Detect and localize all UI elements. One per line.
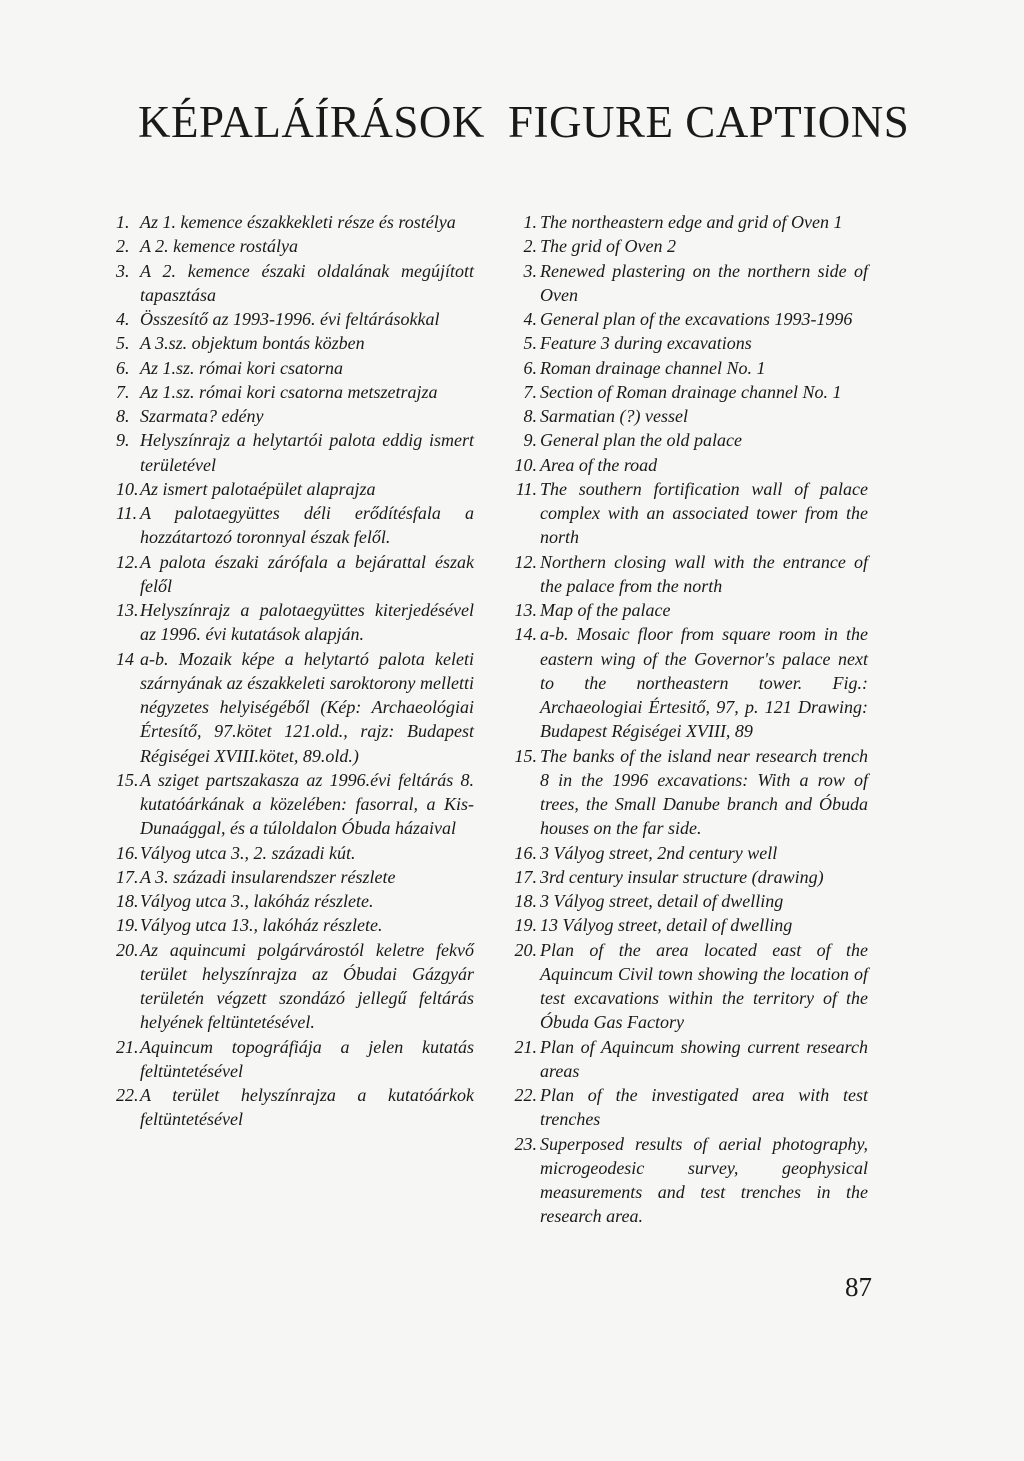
caption-text: General plan of the excavations 1993-1996	[540, 309, 853, 329]
caption-number: 13.	[116, 600, 139, 620]
caption-text: Összesítő az 1993-1996. évi feltárásokkal	[140, 309, 440, 329]
caption-text: A palotaegyüttes déli erődítésfala a hozzátartozó toronnyal észak felől.	[140, 503, 474, 548]
caption-text: Plan of Aquincum showing current research areas	[540, 1036, 868, 1081]
caption-text: 3rd century insular structure (drawing)	[540, 866, 824, 887]
caption-number: 7.	[523, 381, 537, 402]
caption-number: 17.	[514, 866, 537, 887]
caption-item	[116, 938, 474, 1035]
captions-hungarian-column	[116, 210, 474, 1132]
caption-text: A sziget partszakasza az 1996.évi feltárás 8. kutatóárkának a közelében: fasorral, a Kis-Dunaággal, és a túloldalon Óbuda házaival	[140, 769, 474, 839]
caption-number: 19.	[116, 915, 139, 936]
caption-text: Az 1.sz. római kori csatorna	[140, 357, 344, 378]
caption-text: Vályog utca 3., lakóház részlete.	[140, 891, 374, 911]
caption-text: Area of the road	[540, 454, 658, 475]
caption-text: The grid of Oven 2	[540, 236, 676, 257]
caption-number: 12.	[514, 551, 537, 572]
caption-text: A palota északi zárófala a bejárattal észak felől	[140, 551, 474, 596]
caption-text: 13 Vályog street, detail of dwelling	[540, 915, 793, 936]
caption-number: 21.	[116, 1036, 139, 1057]
caption-item	[116, 889, 474, 913]
caption-text: Feature 3 during excavations	[540, 333, 752, 354]
caption-text: Plan of the investigated area with test trenches	[540, 1085, 868, 1130]
caption-number: 6.	[523, 357, 537, 378]
caption-number: 2.	[523, 236, 537, 257]
caption-number: 17.	[116, 866, 139, 887]
caption-number: 11.	[116, 503, 138, 523]
caption-item	[504, 1035, 868, 1084]
caption-text: A 2. kemence rostálya	[140, 236, 298, 257]
caption-number: 15.	[116, 769, 139, 790]
caption-item	[504, 622, 868, 743]
caption-item	[116, 1083, 474, 1132]
caption-number: 8.	[116, 406, 130, 426]
caption-number: 5.	[116, 333, 130, 354]
caption-item	[504, 404, 868, 428]
caption-item	[116, 1035, 474, 1084]
caption-item	[504, 234, 868, 258]
caption-item	[116, 428, 474, 477]
caption-number: 14.	[514, 624, 537, 645]
caption-number: 11.	[515, 478, 537, 499]
caption-number: 21.	[514, 1036, 537, 1057]
caption-text: The southern fortification wall of palace complex with an associated tower from the north	[540, 478, 868, 548]
caption-text: Szarmata? edény	[140, 406, 264, 426]
heading-english: FIGURE CAPTIONS	[508, 97, 910, 147]
caption-text: Superposed results of aerial photography, microgeodesic survey, geophysical measurements and test trenches in the research area.	[540, 1133, 868, 1227]
caption-item	[504, 356, 868, 380]
caption-number: 18.	[514, 891, 537, 911]
caption-text: A terület helyszínrajza a kutatóárkok feltüntetésével	[140, 1085, 474, 1130]
caption-text: Az ismert palotaépület alaprajza	[140, 478, 376, 499]
captions-english-column	[504, 210, 868, 1229]
caption-number: 4.	[523, 309, 537, 329]
caption-number: 6.	[116, 357, 130, 378]
caption-number: 7.	[116, 381, 130, 402]
caption-item	[504, 331, 868, 355]
caption-text: 3 Vályog street, 2nd century well	[540, 842, 778, 863]
caption-text: Az 1.sz. római kori csatorna metszetrajza	[140, 381, 438, 402]
caption-number: 20.	[116, 939, 139, 960]
caption-item	[116, 259, 474, 308]
caption-text: A 2. kemence északi oldalának megújított tapasztása	[140, 260, 474, 305]
caption-number: 19.	[514, 915, 537, 936]
caption-item	[504, 453, 868, 477]
caption-text: 3 Vályog street, detail of dwelling	[540, 891, 784, 911]
caption-text: General plan the old palace	[540, 430, 742, 451]
caption-item	[504, 210, 868, 234]
caption-text: The banks of the island near research trench 8 in the 1996 excavations: With a row of trees, the Small Danube branch and Óbuda houses on the far side.	[540, 745, 868, 839]
caption-number: 16.	[116, 842, 139, 863]
caption-text: Helyszínrajz a palotaegyüttes kiterjedésével az 1996. évi kutatások alapján.	[140, 600, 474, 645]
caption-item	[504, 744, 868, 841]
caption-text: Roman drainage channel No. 1	[540, 357, 766, 378]
caption-number: 3.	[116, 260, 130, 281]
caption-item	[116, 331, 474, 355]
caption-text: A 3.sz. objektum bontás közben	[140, 333, 365, 354]
caption-number: 5.	[523, 333, 537, 354]
caption-number: 20.	[514, 939, 537, 960]
caption-item	[504, 380, 868, 404]
caption-number: 10.	[116, 478, 139, 499]
caption-text: Renewed plastering on the northern side of Oven	[540, 260, 868, 305]
caption-item	[116, 841, 474, 865]
caption-item	[504, 938, 868, 1035]
caption-item	[116, 598, 474, 647]
caption-text: Vályog utca 13., lakóház részlete.	[140, 915, 383, 936]
caption-text: Vályog utca 3., 2. századi kút.	[140, 842, 356, 863]
caption-number: 15.	[514, 745, 537, 766]
caption-item	[504, 598, 868, 622]
caption-text: Plan of the area located east of the Aquincum Civil town showing the location of test excavations within the territory of the Óbuda Gas Factory	[540, 939, 868, 1033]
caption-item	[116, 865, 474, 889]
caption-text: Aquincum topográfiája a jelen kutatás feltüntetésével	[140, 1036, 474, 1081]
caption-number: 18.	[116, 891, 139, 911]
caption-number: 16.	[514, 842, 537, 863]
caption-item	[116, 768, 474, 841]
caption-item	[116, 307, 474, 331]
page-number: 87	[845, 1272, 872, 1302]
caption-number: 1.	[523, 212, 537, 232]
caption-number: 2.	[116, 236, 130, 257]
caption-text: Az 1. kemence északkekleti része és rostélya	[140, 212, 456, 232]
caption-text: A 3. századi insularendszer részlete	[140, 866, 396, 887]
caption-item	[116, 550, 474, 599]
caption-text: The northeastern edge and grid of Oven 1	[540, 212, 843, 232]
caption-number: 8.	[523, 406, 537, 426]
caption-number: 13.	[514, 600, 537, 620]
caption-number: 22.	[116, 1085, 139, 1105]
caption-text: Map of the palace	[540, 600, 671, 620]
heading-hungarian: KÉPALÁÍRÁSOK	[138, 97, 485, 147]
caption-number: 1.	[116, 212, 130, 232]
caption-item	[504, 1083, 868, 1132]
caption-text: Az aquincumi polgárvárostól keletre fekvő terület helyszínrajza az Óbudai Gázgyár területén végzett szondázó jellegű feltárás helyének feltüntetésével.	[140, 939, 474, 1033]
caption-text: a-b. Mosaic floor from square room in the eastern wing of the Governor's palace next to the northeastern tower. Fig.: Archaeologiai Értesitő, 97, p. 121 Drawing: Budapest Régiségei XVIII, 89	[540, 624, 868, 742]
caption-item	[116, 501, 474, 550]
caption-item	[504, 913, 868, 937]
caption-item	[504, 1132, 868, 1229]
caption-item	[116, 404, 474, 428]
caption-number: 10.	[514, 454, 537, 475]
caption-item	[116, 380, 474, 404]
caption-item	[116, 647, 474, 768]
caption-item	[504, 259, 868, 308]
caption-number: 3.	[523, 260, 537, 281]
caption-number: 9.	[523, 430, 537, 451]
caption-text: Helyszínrajz a helytartói palota eddig ismert területével	[140, 430, 474, 475]
caption-item	[504, 428, 868, 452]
caption-text: a-b. Mozaik képe a helytartó palota keleti szárnyának az északkeleti saroktorony melletti négyzetes helyiségéből (Kép: Archaeológiai Értesítő, 97.kötet 121.old., rajz: Budapest Régiségei XVIII.kötet, 89.old.)	[140, 648, 474, 766]
caption-text: Sarmatian (?) vessel	[540, 406, 688, 426]
caption-item	[504, 550, 868, 599]
caption-item	[116, 477, 474, 501]
caption-item	[116, 913, 474, 937]
caption-item	[504, 477, 868, 550]
caption-number: 23.	[514, 1133, 537, 1154]
caption-text: Section of Roman drainage channel No. 1	[540, 381, 842, 402]
caption-item	[116, 234, 474, 258]
caption-number: 9.	[116, 430, 130, 451]
caption-item	[504, 307, 868, 331]
caption-text: Northern closing wall with the entrance of the palace from the north	[540, 551, 868, 596]
caption-number: 12.	[116, 551, 139, 572]
caption-number: 14	[116, 648, 134, 669]
caption-item	[504, 865, 868, 889]
caption-item	[504, 841, 868, 865]
caption-item	[116, 210, 474, 234]
caption-number: 22.	[514, 1085, 537, 1105]
caption-item	[116, 356, 474, 380]
caption-item	[504, 889, 868, 913]
caption-number: 4.	[116, 309, 130, 329]
